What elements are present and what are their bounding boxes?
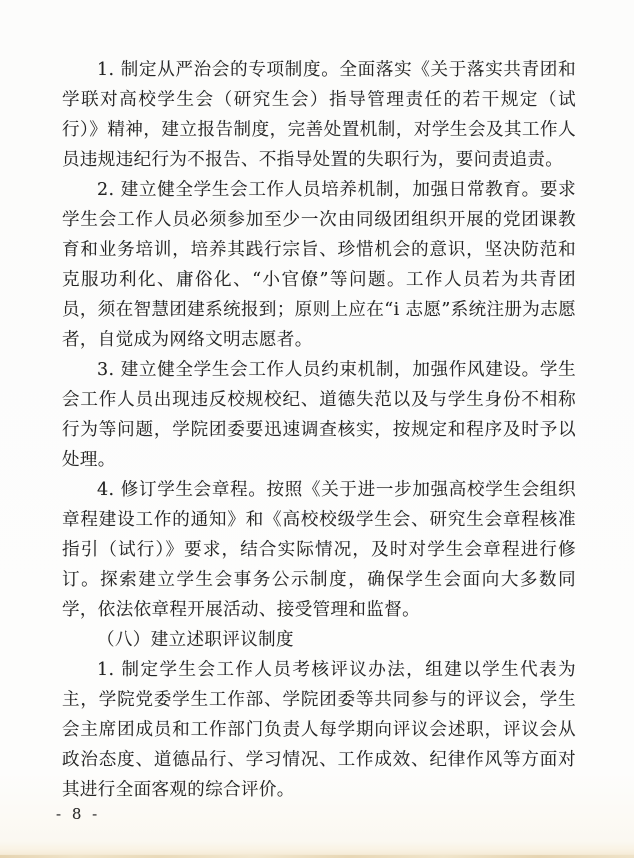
paragraph-training-mechanism: 2. 建立健全学生会工作人员培养机制，加强日常教育。要求学生会工作人员必须参加至少一次由同级团组织开展的党团课教育和业务培训，培养其践行宗旨、珍惜机会的意识，坚决防范和克服功利化、庸俗化、“小官僚”等问题。工作人员若为共青团员，须在智慧团建系统报到；原则上应在“i 志愿”系统注册为志愿者，自觉成为网络文明志愿者。 xyxy=(62,180,576,350)
section-heading-8: （八）建立述职评议制度 xyxy=(97,630,294,650)
document-body xyxy=(62,55,576,805)
scan-bottom-edge-artifact xyxy=(0,844,634,858)
paragraph-appraisal-system: 1. 制定学生会工作人员考核评议办法，组建以学生代表为主，学院党委学生工作部、学院团委等共同参与的评议会，学生会主席团成员和工作部门负责人每学期向评议会述职，评议会从政治态度、道德品行、学习情况、工作成效、纪律作风等方面对其进行全面客观的综合评价。 xyxy=(62,660,576,800)
paragraph-special-rules: 1. 制定从严治会的专项制度。全面落实《关于落实共青团和学联对高校学生会（研究生会）指导管理责任的若干规定（试行）》精神，建立报告制度，完善处置机制，对学生会及其工作人员违规违纪行为不报告、不指导处置的失职行为，要问责追责。 xyxy=(62,60,576,170)
page-number: - 8 - xyxy=(56,805,101,823)
paragraph-constraint-mechanism: 3. 建立健全学生会工作人员约束机制，加强作风建设。学生会工作人员出现违反校规校纪、道德失范以及与学生身份不相称行为等问题，学院团委要迅速调查核实，按规定和程序及时予以处理。 xyxy=(62,360,576,470)
paragraph-charter-revision: 4. 修订学生会章程。按照《关于进一步加强高校学生会组织章程建设工作的通知》和《高校校级学生会、研究生会章程核准指引（试行）》要求，结合实际情况，及时对学生会章程进行修订。探索建立学生会事务公示制度，确保学生会面向大多数同学，依法依章程开展活动、接受管理和监督。 xyxy=(62,480,576,620)
